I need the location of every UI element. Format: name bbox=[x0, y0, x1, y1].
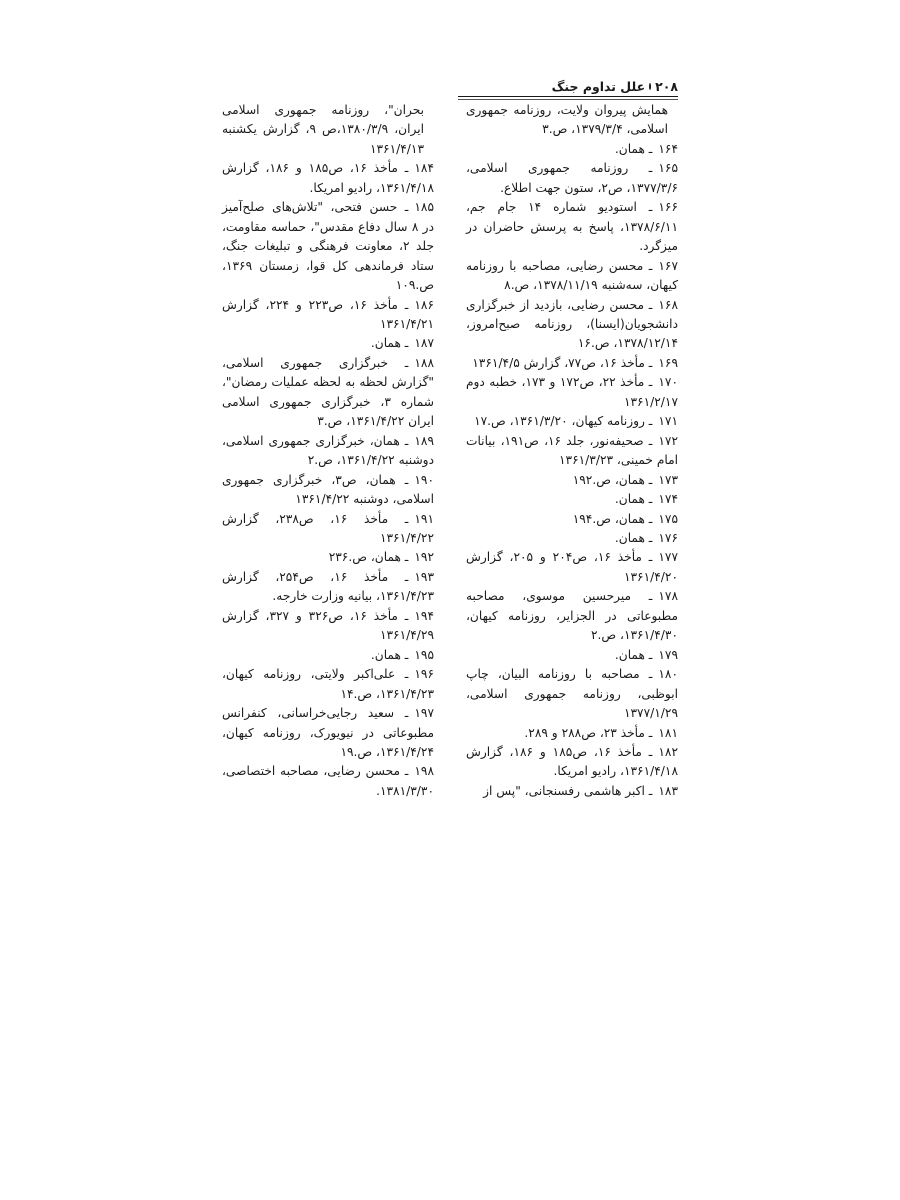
footnote-number: ۱۸۵ bbox=[414, 200, 434, 215]
footnotes-left-column bbox=[222, 101, 434, 801]
footnote-text: ـ میرحسین موسوی، مصاحبه مطبوعاتی در الجزایر، روزنامه کیهان، ۱۳۶۱/۴/۳۰، ص.۲ bbox=[466, 589, 678, 643]
footnote-text: ـ روزنامه جمهوری اسلامی، ۱۳۷۷/۳/۶، ص۲، ستون جهت اطلاع. bbox=[466, 161, 678, 195]
footnote-number: ۱۹۳ bbox=[414, 569, 435, 584]
footnote-number: ۱۹۰ bbox=[414, 472, 434, 487]
footnote-item bbox=[466, 101, 678, 140]
footnote-item bbox=[222, 471, 434, 510]
footnote-number: ۱۷۶ bbox=[658, 530, 678, 545]
footnote-item bbox=[466, 257, 678, 296]
footnote-text: ـ همان. bbox=[614, 141, 653, 156]
footnote-text: ـ همان، ص۳، خبرگزاری جمهوری اسلامی، دوشنبه ۱۳۶۱/۴/۲۲ bbox=[222, 472, 434, 507]
footnote-text: ـ سعید رجایی‌خراسانی، کنفرانس مطبوعاتی در نیویورک، روزنامه کیهان، ۱۳۶۱/۴/۲۴، ص.۱۹ bbox=[222, 706, 434, 759]
footnote-text: ـ مأخذ ۱۶، ص۲۲۳ و ۲۲۴، گزارش ۱۳۶۱/۴/۲۱ bbox=[222, 297, 434, 331]
footnote-item bbox=[466, 646, 678, 665]
footnote-text: ـ مأخذ ۱۶، ص۳۲۶ و ۳۲۷، گزارش ۱۳۶۱/۴/۲۹ bbox=[222, 608, 434, 643]
footnote-number: ۱۷۷ bbox=[658, 550, 678, 565]
footnote-item bbox=[466, 432, 678, 471]
footnote-number: ۱۶۹ bbox=[658, 355, 678, 370]
footnote-item bbox=[466, 587, 678, 645]
footnote-text: ـ روزنامه کیهان، ۱۳۶۱/۳/۲۰، ص.۱۷ bbox=[474, 414, 653, 429]
footnote-item bbox=[466, 743, 678, 782]
header-rule bbox=[458, 96, 678, 97]
footnote-text: ـ مأخذ ۱۶، ص۲۳۸، گزارش ۱۳۶۱/۴/۲۲ bbox=[222, 511, 434, 545]
footnote-text: ـ مأخذ ۱۶، ص۱۸۵ و ۱۸۶، گزارش ۱۳۶۱/۴/۱۸، رادیو امریکا. bbox=[466, 744, 678, 779]
footnote-number: ۱۶۷ bbox=[658, 258, 678, 273]
footnote-number: ۱۸۴ bbox=[414, 161, 434, 176]
footnote-number: ۱۶۸ bbox=[658, 297, 678, 312]
footnote-number: ۱۹۸ bbox=[414, 764, 434, 779]
footnote-item bbox=[466, 490, 678, 509]
footnote-text: ـ همان. bbox=[370, 647, 409, 662]
footnote-number: ۱۷۰ bbox=[658, 375, 678, 390]
running-header bbox=[551, 76, 678, 96]
footnote-number: ۱۶۴ bbox=[658, 141, 678, 156]
footnote-item bbox=[466, 782, 678, 801]
footnote-text: ـ مأخذ ۲۲، ص۱۷۲ و ۱۷۳، خطبه دوم ۱۳۶۱/۲/۱۷ bbox=[466, 375, 678, 409]
footnote-number: ۱۸۹ bbox=[414, 433, 434, 448]
footnote-text: ـ محسن رضایی، بازدید از خبرگزاری دانشجویان(ایسنا)، روزنامه صبح‌امروز، ۱۳۷۸/۱۲/۱۴، ص.۱۶ bbox=[466, 297, 678, 351]
footnote-text: ـ مأخذ ۱۶، ص۲۰۴ و ۲۰۵، گزارش ۱۳۶۱/۴/۲۰ bbox=[466, 550, 678, 584]
footnote-item bbox=[222, 296, 434, 335]
footnote-item bbox=[466, 159, 678, 198]
footnote-number: ۱۷۱ bbox=[658, 414, 678, 429]
footnote-number: ۱۷۴ bbox=[658, 492, 678, 507]
footnote-text: ـ همان. bbox=[614, 492, 653, 507]
footnote-item bbox=[222, 159, 434, 198]
footnote-text: ـ صحیفه‌نور، جلد ۱۶، ص۱۹۱، بیانات امام خمینی، ۱۳۶۱/۳/۲۳ bbox=[466, 433, 678, 468]
footnote-number: ۱۹۵ bbox=[414, 647, 434, 662]
footnote-item bbox=[222, 665, 434, 704]
footnote-item bbox=[466, 529, 678, 548]
footnote-text: ـ همان، خبرگزاری جمهوری اسلامی، دوشنبه ۱۳۶۱/۴/۲۲، ص.۲ bbox=[222, 433, 434, 468]
footnote-item bbox=[466, 354, 678, 373]
footnote-item bbox=[222, 607, 434, 646]
footnote-text: ـ همان، ص.۱۹۲ bbox=[572, 472, 653, 487]
footnote-item bbox=[222, 101, 434, 159]
footnote-text: ـ همان، ص.۲۳۶ bbox=[328, 550, 409, 565]
footnotes-right-column bbox=[466, 101, 678, 801]
footnote-number: ۱۹۷ bbox=[414, 706, 434, 721]
footnote-text: ـ مأخذ ۱۶، ص۷۷، گزارش ۱۳۶۱/۴/۵ bbox=[472, 355, 653, 370]
footnote-item bbox=[222, 334, 434, 353]
footnote-text: ـ همان. bbox=[370, 336, 409, 351]
running-title: علل تداوم جنگ bbox=[551, 78, 646, 94]
footnote-text: ـ همان. bbox=[614, 647, 653, 662]
footnote-text: بحران"، روزنامه جمهوری اسلامی ایران، ۱۳۸۰/۳/۹،ص ۹، گزارش یکشنبه ۱۳۶۱/۴/۱۳ bbox=[222, 103, 424, 156]
footnote-text: ـ مأخذ ۱۶، ص۲۵۴، گزارش ۱۳۶۱/۴/۲۳، بیانیه وزارت خارجه. bbox=[222, 569, 434, 604]
footnote-item bbox=[222, 548, 434, 567]
footnote-text: ـ استودیو شماره ۱۴ جام جم، ۱۳۷۸/۶/۱۱، پاسخ به پرسش حاضران در میزگرد. bbox=[466, 200, 678, 254]
footnote-number: ۱۸۸ bbox=[414, 355, 434, 370]
footnote-item bbox=[466, 724, 678, 743]
footnote-item bbox=[222, 568, 434, 607]
footnote-item bbox=[222, 646, 434, 665]
footnote-text: ـ حسن فتحی، "تلاش‌های صلح‌آمیز در ۸ سال دفاع مقدس"، حماسه مقاومت، جلد ۲، معاونت فرهنگی و تبلیغات جنگ، ستاد فرماندهی کل قوا، زمستان ۱۳۶۹، ص.۱۰۹ bbox=[222, 200, 434, 293]
footnote-number: ۱۷۹ bbox=[658, 647, 678, 662]
footnote-number: ۱۸۶ bbox=[414, 297, 434, 312]
page-number: ۲۰۸ bbox=[655, 78, 678, 94]
footnote-number: ۱۹۴ bbox=[414, 608, 434, 623]
footnote-item bbox=[466, 510, 678, 529]
footnote-item bbox=[466, 198, 678, 256]
footnote-number: ۱۸۳ bbox=[658, 783, 678, 798]
circle-bullet-icon bbox=[649, 83, 651, 90]
footnote-number: ۱۷۵ bbox=[658, 511, 678, 526]
footnote-text: ـ خبرگزاری جمهوری اسلامی، "گزارش لحظه به لحظه عملیات رمضان"، شماره ۳، خبرگزاری جمهوری اسلامی ایران ۱۳۶۱/۴/۲۲، ص.۳ bbox=[222, 355, 434, 429]
footnote-item bbox=[466, 665, 678, 723]
footnote-text: ـ مأخذ ۲۳، ص۲۸۸ و ۲۸۹. bbox=[524, 725, 653, 740]
footnote-item bbox=[222, 762, 434, 801]
footnote-text: ـ محسن رضایی، مصاحبه با روزنامه کیهان، سه‌شنبه ۱۳۷۸/۱۱/۱۹، ص.۸ bbox=[466, 258, 678, 293]
footnote-number: ۱۹۲ bbox=[414, 550, 434, 565]
footnote-number: ۱۸۰ bbox=[658, 667, 678, 682]
footnote-item bbox=[466, 140, 678, 159]
footnote-text: ـ محسن رضایی، مصاحبه اختصاصی، ۱۳۸۱/۳/۳۰. bbox=[222, 764, 434, 798]
footnote-number: ۱۶۵ bbox=[658, 161, 678, 176]
footnote-number: ۱۹۶ bbox=[414, 667, 434, 682]
footnote-item bbox=[222, 432, 434, 471]
footnote-item bbox=[466, 296, 678, 354]
footnote-text: ـ اکبر هاشمی رفسنجانی، "پس از bbox=[483, 783, 653, 798]
footnote-number: ۱۷۲ bbox=[658, 433, 678, 448]
footnote-text: ـ همان، ص.۱۹۴ bbox=[572, 511, 653, 526]
footnote-item bbox=[466, 412, 678, 431]
footnote-item bbox=[222, 510, 434, 549]
footnote-text: ـ همان. bbox=[614, 530, 653, 545]
footnote-item bbox=[222, 198, 434, 295]
footnote-text: ـ مأخذ ۱۶، ص۱۸۵ و ۱۸۶، گزارش ۱۳۶۱/۴/۱۸، رادیو امریکا. bbox=[222, 161, 434, 195]
footnote-number: ۱۸۱ bbox=[658, 725, 678, 740]
footnote-number: ۱۸۷ bbox=[414, 336, 434, 351]
header-rule-thin bbox=[458, 99, 678, 100]
footnote-item bbox=[466, 471, 678, 490]
footnote-item bbox=[222, 704, 434, 762]
footnote-item bbox=[466, 373, 678, 412]
footnote-text: همایش پیروان ولایت، روزنامه جمهوری اسلامی، ۱۳۷۹/۳/۴، ص.۳ bbox=[466, 103, 668, 137]
footnote-text: ـ علی‌اکبر ولایتی، روزنامه کیهان، ۱۳۶۱/۴/۲۳، ص.۱۴ bbox=[222, 667, 434, 701]
footnote-number: ۱۷۸ bbox=[658, 589, 678, 604]
footnote-number: ۱۸۲ bbox=[658, 744, 678, 759]
footnote-item bbox=[222, 354, 434, 432]
footnote-number: ۱۶۶ bbox=[658, 200, 679, 215]
footnote-item bbox=[466, 548, 678, 587]
footnote-number: ۱۹۱ bbox=[414, 511, 435, 526]
footnote-number: ۱۷۳ bbox=[658, 472, 678, 487]
footnote-text: ـ مصاحبه با روزنامه البیان، چاپ ابوظبی، روزنامه جمهوری اسلامی، ۱۳۷۷/۱/۲۹ bbox=[466, 667, 678, 721]
